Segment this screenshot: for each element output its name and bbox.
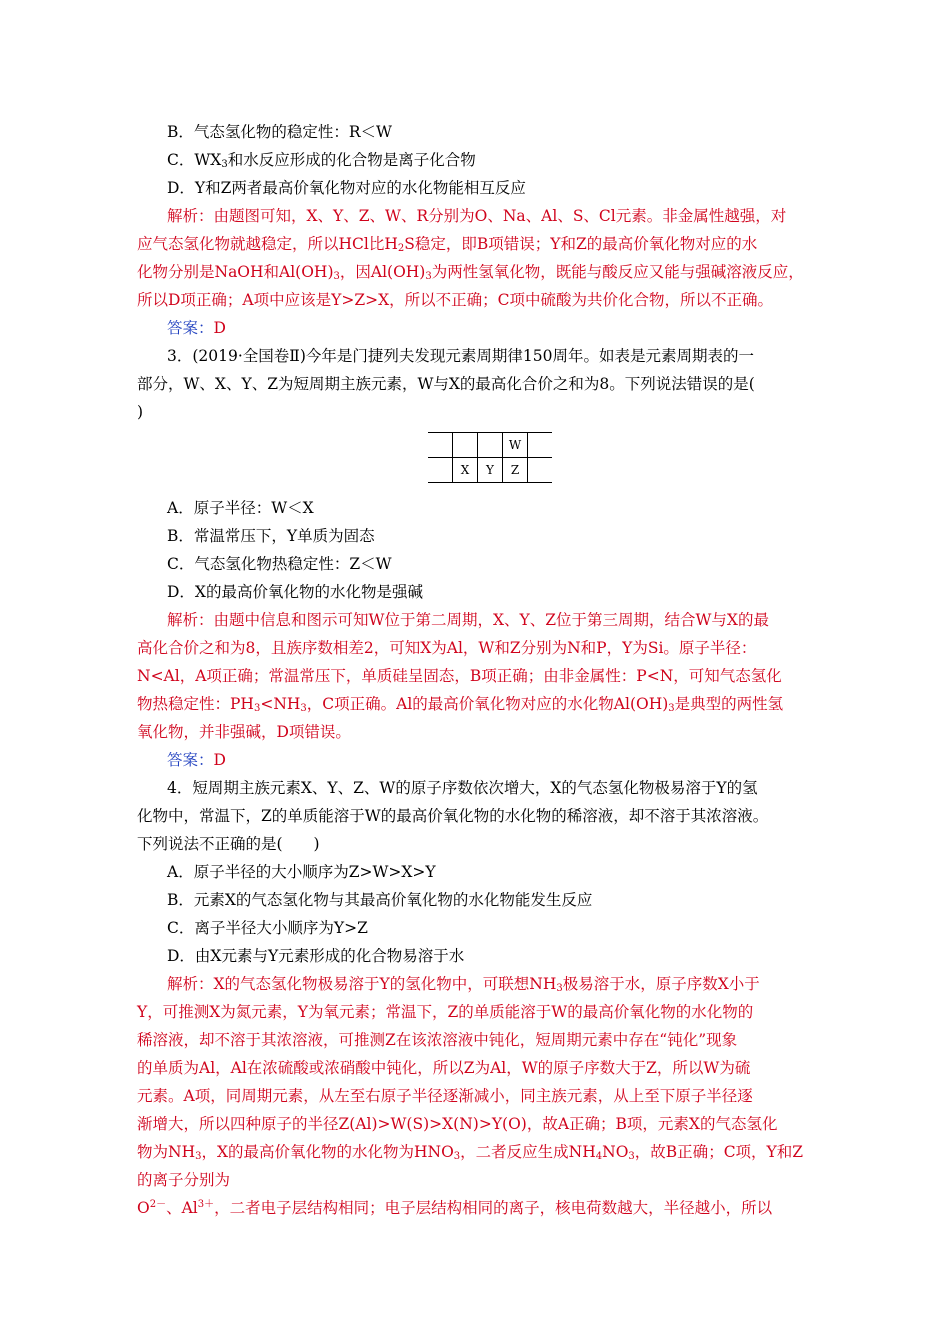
periodic-table-cell xyxy=(453,433,478,458)
q3-stem-line-2: 部分，W、X、Y、Z为短周期主族元素，W与X的最高化合价之和为8。下列说法错误的是( xyxy=(137,375,755,393)
q4-stem-line-1: 4．短周期主族元素X、Y、Z、W的原子序数依次增大，X的气态氢化物极易溶于Y的氢 xyxy=(167,779,758,797)
q3-option-c: C．气态氢化物热稳定性：Z＜W xyxy=(167,555,392,573)
periodic-table-cell: Y xyxy=(478,458,503,483)
q4-explanation-line-9: $O^{2-}$、$Al^{3+}$，二者电子层结构相同；电子层结构相同的离子，核电荷数越大，半径越小，所以 xyxy=(137,1199,773,1217)
q4-explanation-line-4: 的单质为Al，Al在浓硫酸或浓硝酸中钝化，所以Z为Al，W的原子序数大于Z，所以W为硫 xyxy=(137,1059,751,1077)
q3-explanation-line-4: 物热稳定性：$PH_3<NH_3$，C项正确。Al的最高价氧化物对应的水化物$Al(OH)_3$是典型的两性氢 xyxy=(137,695,784,714)
periodic-table-fragment xyxy=(428,432,552,483)
periodic-table-row-1 xyxy=(428,433,552,458)
q4-explanation-line-8: 的离子分别为 xyxy=(137,1171,231,1189)
q4-option-a: A．原子半径的大小顺序为Z>W>X>Y xyxy=(167,863,436,881)
periodic-table-cell xyxy=(428,458,453,483)
q2-explanation-label: 解析： xyxy=(167,207,214,225)
q4-explanation-line-6: 渐增大，所以四种原子的半径Z(Al)>W(S)>X(N)>Y(O)，故A正确；B项，元素X的气态氢化 xyxy=(137,1115,778,1133)
q4-explanation-line-1: 解析：X的气态氢化物极易溶于Y的氢化物中，可联想$NH_3$极易溶于水，原子序数X小于 xyxy=(167,975,760,994)
periodic-table-cell xyxy=(528,458,553,483)
q3-answer-label: 答案： xyxy=(167,751,214,769)
periodic-table-cell xyxy=(478,433,503,458)
q3-explanation-label: 解析： xyxy=(167,611,214,629)
q4-explanation-label: 解析： xyxy=(167,975,214,993)
q4-explanation-line-5: 元素。A项，同周期元素，从左至右原子半径逐渐减小，同主族元素，从上至下原子半径逐 xyxy=(137,1087,753,1105)
q4-option-c: C．离子半径大小顺序为Y>Z xyxy=(167,919,368,937)
q3-stem-line-3: ) xyxy=(137,403,144,421)
q2-answer: 答案：D xyxy=(167,319,226,337)
q2-explanation-line-2: 应气态氢化物就越稳定，所以HCl比$H_2S$稳定，即B项错误；Y和Z的最高价氧化物对应的水 xyxy=(137,235,758,254)
periodic-table-cell: Z xyxy=(503,458,528,483)
q4-explanation-line-2: Y，可推测X为氮元素，Y为氧元素；常温下，Z的单质能溶于W的最高价氧化物的水化物的 xyxy=(137,1003,754,1021)
q2-option-b: B．气态氢化物的稳定性：R＜W xyxy=(167,123,392,141)
q4-stem-line-2: 化物中，常温下，Z的单质能溶于W的最高价氧化物的水化物的稀溶液，却不溶于其浓溶液。 xyxy=(137,807,769,825)
q2-explanation-line-4: 所以D项正确；A项中应该是Y>Z>X，所以不正确；C项中硫酸为共价化合物，所以不正确。 xyxy=(137,291,773,309)
q3-option-d: D．X的最高价氧化物的水化物是强碱 xyxy=(167,583,423,601)
q2-option-d: D．Y和Z两者最高价氧化物对应的水化物能相互反应 xyxy=(167,179,526,197)
q3-option-b: B．常温常压下，Y单质为固态 xyxy=(167,527,375,545)
q4-option-d: D．由X元素与Y元素形成的化合物易溶于水 xyxy=(167,947,465,965)
q3-option-a: A．原子半径：W＜X xyxy=(167,499,314,517)
q4-stem-line-3: 下列说法不正确的是( ) xyxy=(137,835,320,853)
periodic-table-cell: W xyxy=(503,433,528,458)
periodic-table-cell: X xyxy=(453,458,478,483)
q4-explanation-line-3: 稀溶液，却不溶于其浓溶液，可推测Z在该浓溶液中钝化，短周期元素中存在“钝化”现象 xyxy=(137,1031,738,1049)
q3-explanation-line-5: 氧化物，并非强碱，D项错误。 xyxy=(137,723,351,741)
q3-explanation-line-3: N<Al，A项正确；常温常压下，单质硅呈固态，B项正确；由非金属性：P<N，可知气态氢化 xyxy=(137,667,782,685)
q2-explanation-line-1: 解析：由题图可知，X、Y、Z、W、R分别为O、Na、Al、S、Cl元素。非金属性越强，对 xyxy=(167,207,787,225)
q4-option-b: B．元素X的气态氢化物与其最高价氧化物的水化物能发生反应 xyxy=(167,891,593,909)
periodic-table-cell xyxy=(428,433,453,458)
q2-explanation-line-3: 化物分别是NaOH和$Al(OH)_3$，因$Al(OH)_3$为两性氢氧化物，既能与酸反应又能与强碱溶液反应， xyxy=(137,263,804,282)
q2-answer-label: 答案： xyxy=(167,319,214,337)
q4-explanation-line-7: 物为$NH_3$，X的最高价氧化物的水化物为$HNO_3$，二者反应生成$NH_4NO_3$，故B正确；C项，Y和Z xyxy=(137,1143,804,1162)
q3-explanation-line-1: 解析：由题中信息和图示可知W位于第二周期，X、Y、Z位于第三周期，结合W与X的最 xyxy=(167,611,769,629)
periodic-table-row-2 xyxy=(428,458,552,483)
periodic-table-cell xyxy=(528,433,553,458)
q3-stem-line-1: 3．(2019·全国卷Ⅱ)今年是门捷列夫发现元素周期律150周年。如表是元素周期表的一 xyxy=(167,347,754,365)
q3-answer: 答案：D xyxy=(167,751,226,769)
q3-explanation-line-2: 高化合价之和为8，且族序数相差2，可知X为Al，W和Z分别为N和P，Y为Si。原子半径： xyxy=(137,639,757,657)
q2-option-c: C．$WX_3$和水反应形成的化合物是离子化合物 xyxy=(167,151,476,170)
